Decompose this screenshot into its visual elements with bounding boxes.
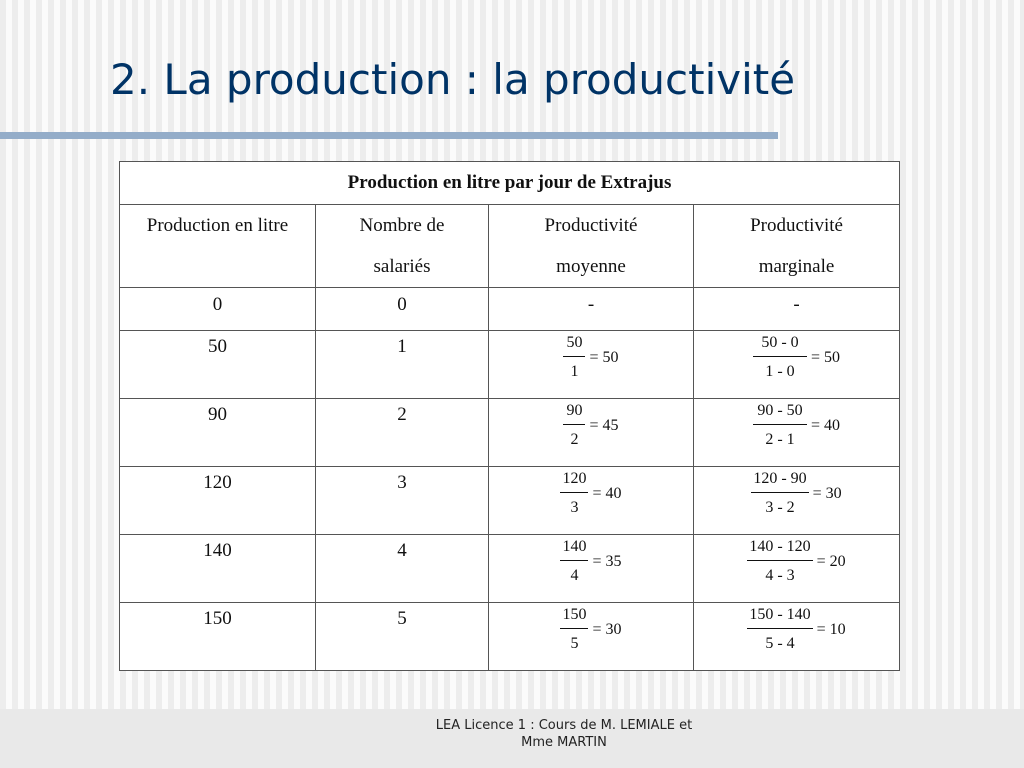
cell-marginale [694, 331, 900, 399]
header-production [120, 205, 316, 288]
fraction-result: = 30 [812, 484, 842, 502]
formula [560, 538, 621, 585]
fraction-result: = 50 [589, 348, 619, 366]
footer-text [380, 717, 748, 751]
fraction-denominator: 3 [570, 499, 579, 516]
formula [751, 470, 841, 517]
cell-production: 120 [120, 467, 316, 535]
cell-marginale [694, 399, 900, 467]
cell-salaries: 0 [316, 288, 489, 331]
productivity-table-container [119, 161, 899, 671]
formula [560, 470, 621, 517]
fraction-denominator: 2 - 1 [765, 431, 795, 448]
table-row [120, 288, 900, 331]
productivity-table [119, 161, 900, 671]
fraction [753, 402, 807, 449]
cell-production: 150 [120, 603, 316, 671]
header-moyenne-line2: moyenne [556, 256, 626, 277]
fraction [747, 606, 812, 653]
fraction-numerator: 50 [563, 334, 585, 357]
fraction-denominator: 5 [570, 635, 579, 652]
fraction-denominator: 5 - 4 [765, 635, 795, 652]
cell-production: 50 [120, 331, 316, 399]
fraction-result: = 20 [816, 552, 846, 570]
table-row [120, 399, 900, 467]
fraction [563, 402, 585, 449]
fraction-numerator: 150 [560, 606, 588, 629]
cell-moyenne [489, 603, 694, 671]
fraction-denominator: 4 [570, 567, 579, 584]
formula [563, 334, 618, 381]
fraction-numerator: 120 [560, 470, 588, 493]
slide-title: 2. La production : la productivité [110, 55, 796, 104]
cell-moyenne: - [489, 288, 694, 331]
cell-moyenne [489, 467, 694, 535]
fraction-result: = 40 [811, 416, 841, 434]
fraction-numerator: 140 [560, 538, 588, 561]
cell-moyenne [489, 331, 694, 399]
cell-production: 140 [120, 535, 316, 603]
header-marginale-line2: marginale [758, 256, 835, 277]
cell-marginale: - [694, 288, 900, 331]
fraction-numerator: 50 - 0 [753, 334, 807, 357]
cell-salaries: 2 [316, 399, 489, 467]
header-salaries-line1: Nombre de [359, 215, 445, 236]
fraction [751, 470, 808, 517]
fraction [560, 470, 588, 517]
formula [753, 402, 840, 449]
fraction-numerator: 90 - 50 [753, 402, 807, 425]
fraction-result: = 40 [592, 484, 622, 502]
fraction-numerator: 90 [563, 402, 585, 425]
cell-salaries: 3 [316, 467, 489, 535]
fraction-result: = 45 [589, 416, 619, 434]
formula [560, 606, 621, 653]
fraction [747, 538, 812, 585]
fraction-result: = 50 [811, 348, 841, 366]
cell-salaries: 5 [316, 603, 489, 671]
cell-production: 90 [120, 399, 316, 467]
fraction [563, 334, 585, 381]
cell-marginale [694, 467, 900, 535]
cell-marginale [694, 603, 900, 671]
header-productivite-moyenne [489, 205, 694, 288]
fraction-numerator: 140 - 120 [747, 538, 812, 561]
header-production-label: Production en litre [146, 215, 289, 236]
cell-salaries: 4 [316, 535, 489, 603]
fraction-result: = 10 [816, 620, 846, 638]
cell-moyenne [489, 399, 694, 467]
fraction-denominator: 1 - 0 [765, 363, 795, 380]
fraction-denominator: 1 [570, 363, 579, 380]
footer-line-1: LEA Licence 1 : Cours de M. LEMIALE et [435, 718, 693, 733]
table-header-row [120, 205, 900, 288]
cell-salaries: 1 [316, 331, 489, 399]
formula [747, 606, 845, 653]
formula [753, 334, 840, 381]
fraction [753, 334, 807, 381]
title-divider [0, 132, 778, 139]
fraction [560, 606, 588, 653]
cell-marginale [694, 535, 900, 603]
table-row [120, 535, 900, 603]
header-salaries [316, 205, 489, 288]
footer-line-2: Mme MARTIN [521, 735, 607, 750]
fraction [560, 538, 588, 585]
fraction-result: = 35 [592, 552, 622, 570]
fraction-denominator: 4 - 3 [765, 567, 795, 584]
fraction-denominator: 3 - 2 [765, 499, 795, 516]
table-row [120, 603, 900, 671]
fraction-numerator: 150 - 140 [747, 606, 812, 629]
formula [747, 538, 845, 585]
header-moyenne-line1: Productivité [544, 215, 638, 236]
table-caption-row [120, 162, 900, 205]
fraction-denominator: 2 [570, 431, 579, 448]
table-row [120, 331, 900, 399]
cell-moyenne [489, 535, 694, 603]
header-marginale-line1: Productivité [750, 215, 843, 236]
fraction-result: = 30 [592, 620, 622, 638]
header-productivite-marginale [694, 205, 900, 288]
table-caption: Production en litre par jour de Extrajus [120, 162, 900, 205]
fraction-numerator: 120 - 90 [751, 470, 808, 493]
formula [563, 402, 618, 449]
cell-production: 0 [120, 288, 316, 331]
header-salaries-line2: salariés [373, 256, 431, 277]
table-row [120, 467, 900, 535]
